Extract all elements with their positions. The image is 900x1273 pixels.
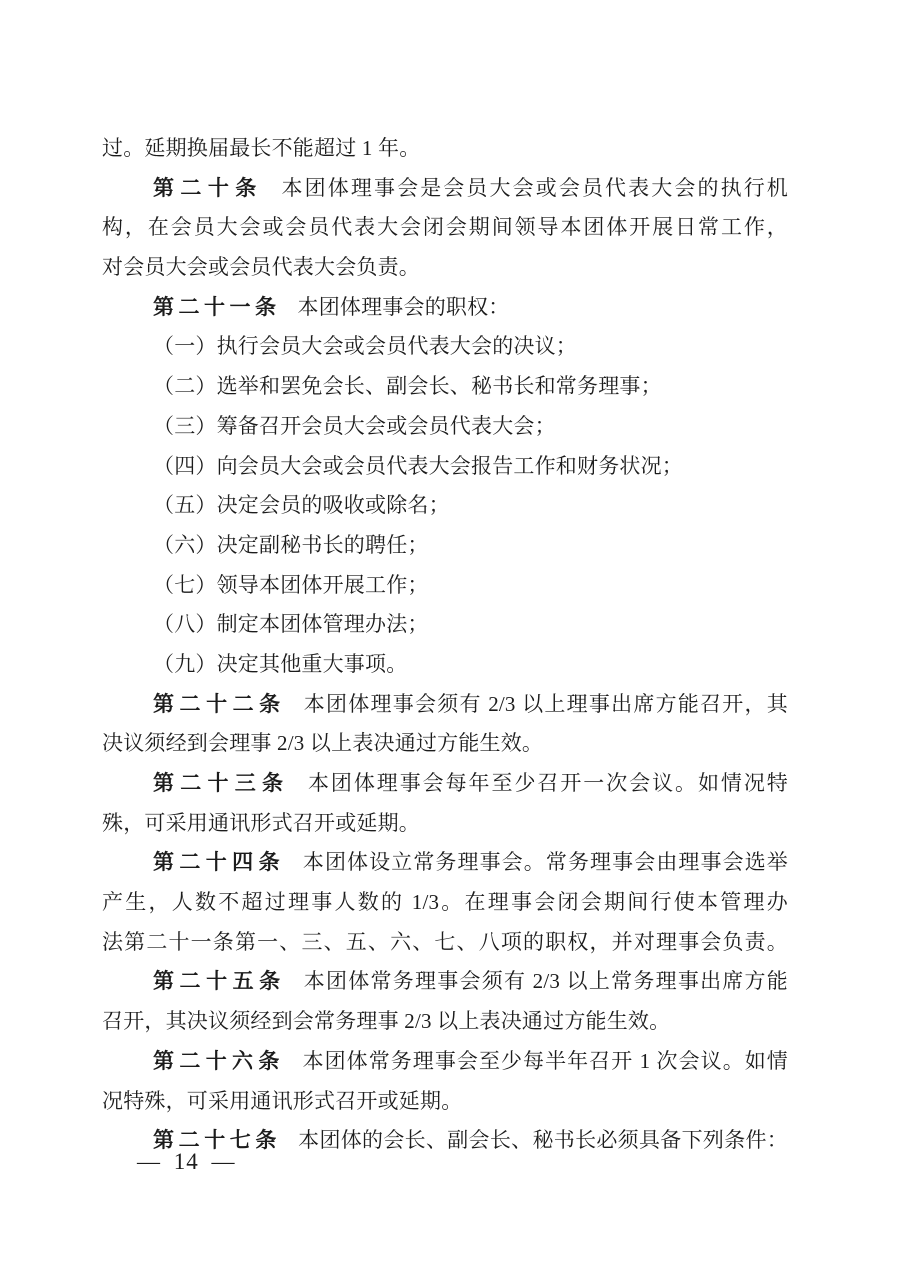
line-text: （四）向会员大会或会员代表大会报告工作和财务状况； — [153, 453, 683, 478]
article-heading-line — [102, 764, 788, 804]
line-text: 本团体理事会须有 2/3 以上理事出席方能召开，其 — [302, 691, 788, 716]
body-line — [102, 367, 788, 407]
article-number: 第二十二条 — [153, 691, 286, 716]
heading-gap — [286, 710, 303, 711]
article-heading-line — [102, 1042, 788, 1082]
body-line — [102, 645, 788, 685]
heading-gap — [281, 313, 298, 314]
line-text: 本团体常务理事会须有 2/3 以上常务理事出席方能 — [302, 969, 788, 994]
line-text: 本团体理事会的职权： — [297, 294, 510, 319]
line-text: 况特殊，可采用通讯形式召开或延期。 — [102, 1088, 463, 1113]
article-heading-line — [102, 169, 788, 209]
heading-gap — [281, 1146, 298, 1147]
line-text: （七）领导本团体开展工作； — [153, 572, 429, 597]
line-text: 本团体的会长、副会长、秘书长必须具备下列条件： — [298, 1128, 789, 1153]
body-line — [102, 248, 788, 288]
article-heading-line — [102, 843, 788, 883]
heading-gap — [263, 194, 280, 195]
body-line — [102, 208, 788, 248]
line-text: 本团体设立常务理事会。常务理事会由理事会选举 — [301, 850, 788, 875]
body-line — [102, 129, 788, 169]
heading-gap — [286, 987, 303, 988]
heading-gap — [285, 868, 302, 869]
body-line — [102, 724, 788, 764]
line-text: （六）决定副秘书长的聘任； — [153, 532, 429, 557]
line-text: （二）选举和罢免会长、副会长、秘书长和常务理事； — [153, 374, 662, 399]
body-line — [102, 486, 788, 526]
line-text: 召开，其决议须经到会常务理事 2/3 以上表决通过方能生效。 — [102, 1009, 671, 1034]
article-heading-line — [102, 288, 788, 328]
line-text: （五）决定会员的吸收或除名； — [153, 493, 450, 518]
article-number: 第二十三条 — [153, 771, 290, 795]
line-text: （九）决定其他重大事项。 — [153, 651, 408, 676]
line-text: 产生，人数不超过理事人数的 1/3。在理事会闭会期间行使本管理办 — [102, 890, 788, 915]
line-text: （三）筹备召开会员大会或会员代表大会； — [153, 413, 556, 438]
line-text: 本团体常务理事会至少每半年召开 1 次会议。如情 — [301, 1048, 788, 1073]
line-text: 决议须经到会理事 2/3 以上表决通过方能生效。 — [102, 731, 544, 756]
body-line — [102, 566, 788, 606]
line-text: （八）制定本团体管理办法； — [153, 612, 429, 637]
page-number: — 14 — — [137, 1149, 236, 1174]
article-number: 第二十条 — [153, 175, 263, 200]
body-line — [102, 923, 788, 963]
article-number: 第二十五条 — [153, 969, 286, 994]
line-text: 本团体理事会每年至少召开一次会议。如情况特 — [306, 771, 789, 795]
line-text: 构，在会员大会或会员代表大会闭会期间领导本团体开展日常工作， — [102, 215, 788, 240]
body-line — [102, 327, 788, 367]
document-body — [102, 129, 788, 1161]
heading-gap — [285, 1067, 302, 1068]
line-text: 殊，可采用通讯形式召开或延期。 — [102, 810, 420, 835]
body-line — [102, 883, 788, 923]
heading-gap — [289, 789, 306, 790]
body-line — [102, 804, 788, 844]
body-line — [102, 407, 788, 447]
article-heading-line — [102, 962, 788, 1002]
body-line — [102, 1082, 788, 1122]
article-heading-line — [102, 685, 788, 725]
line-text: 本团体理事会是会员大会或会员代表大会的执行机 — [279, 175, 789, 200]
article-number: 第二十一条 — [153, 294, 281, 319]
body-line — [102, 447, 788, 487]
line-text: （一）执行会员大会或会员代表大会的决议； — [153, 334, 577, 359]
line-text: 过。延期换届最长不能超过 1 年。 — [102, 136, 421, 160]
body-line — [102, 605, 788, 645]
article-number: 第二十六条 — [153, 1048, 285, 1073]
body-line — [102, 526, 788, 566]
article-number: 第二十四条 — [153, 850, 285, 875]
line-text: 法第二十一条第一、三、五、六、七、八项的职权，并对理事会负责。 — [102, 929, 788, 954]
body-line — [102, 1002, 788, 1042]
line-text: 对会员大会或会员代表大会负责。 — [102, 255, 420, 280]
article-number: 第二十七条 — [153, 1128, 282, 1153]
